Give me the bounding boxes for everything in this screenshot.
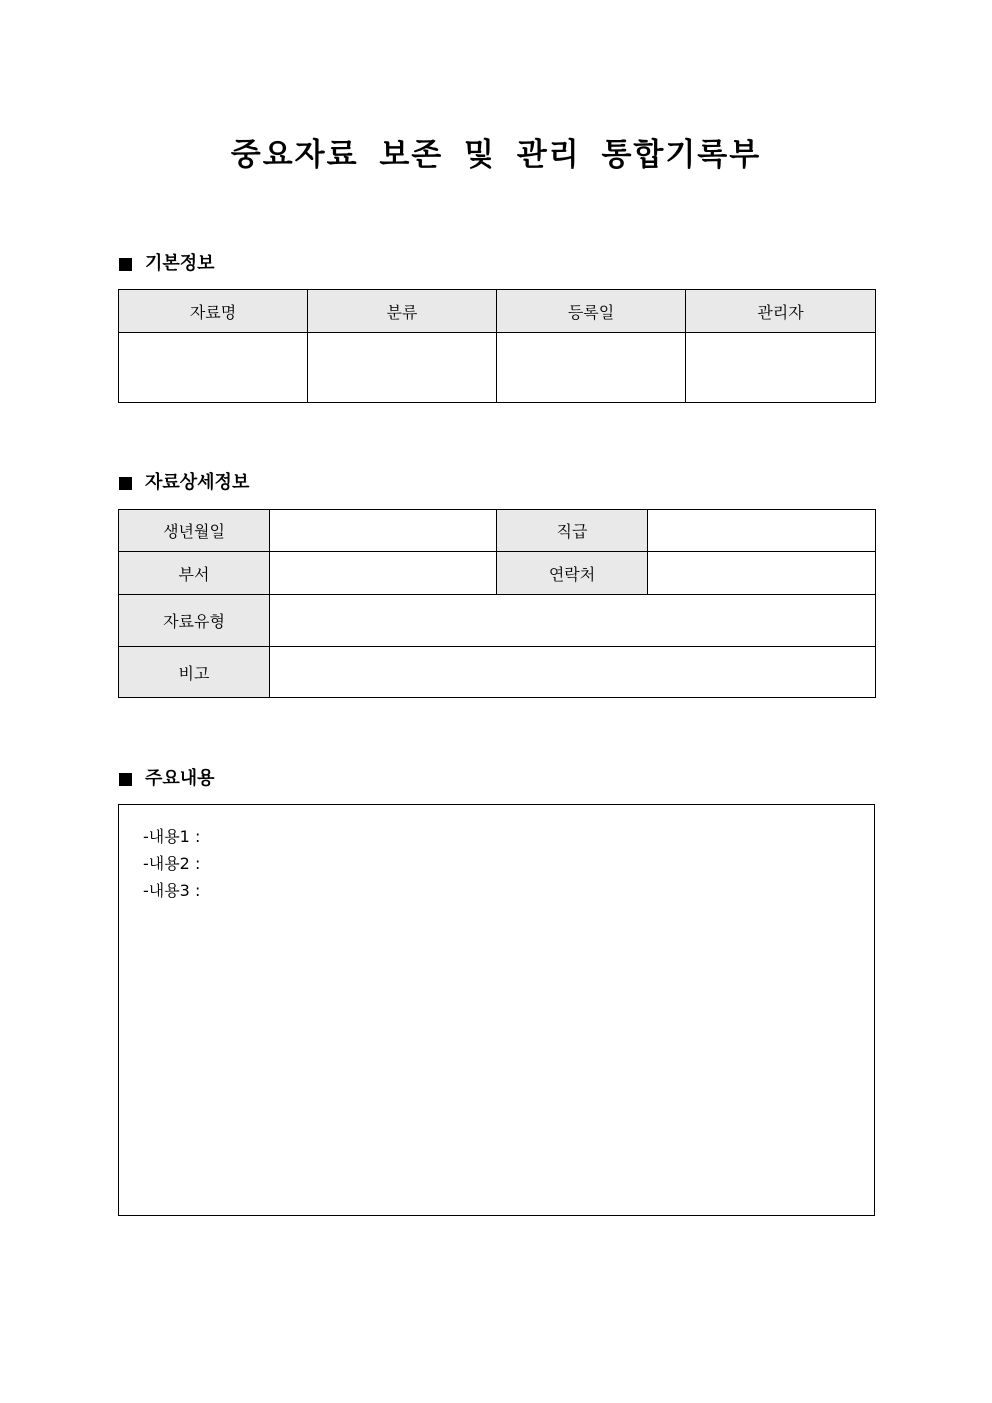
value-cell-manager[interactable] [686,333,876,403]
header-cell-name: 자료명 [119,290,308,333]
square-bullet-icon [119,477,132,490]
header-cell-reg-date: 등록일 [497,290,686,333]
dept-label: 부서 [119,552,270,595]
value-cell-name[interactable] [119,333,308,403]
detail-row-birth [119,510,876,552]
main-content-heading-label: 주요내용 [145,768,215,789]
dept-value[interactable] [270,552,497,595]
type-label: 자료유형 [119,595,270,647]
type-value[interactable] [270,595,876,647]
basic-info-table [118,289,876,403]
main-content-box[interactable] [118,804,875,1216]
birth-label: 생년월일 [119,510,270,552]
detail-row-note [119,647,876,698]
header-cell-category: 분류 [308,290,497,333]
main-content-lines [143,823,200,904]
contact-label: 연락처 [497,552,648,595]
birth-value[interactable] [270,510,497,552]
square-bullet-icon [119,773,132,786]
basic-info-heading [119,251,215,277]
detail-row-dept [119,552,876,595]
basic-info-header-row [119,290,876,333]
value-cell-reg-date[interactable] [497,333,686,403]
detail-info-heading-label: 자료상세정보 [145,472,250,493]
position-label: 직급 [497,510,648,552]
detail-info-heading [119,470,249,496]
content-line-1: -내용1 : [143,827,201,846]
content-line-3: -내용3 : [143,881,201,900]
header-cell-manager: 관리자 [686,290,876,333]
note-value[interactable] [270,647,876,698]
value-cell-category[interactable] [308,333,497,403]
page-title: 중요자료 보존 및 관리 통합기록부 [230,137,762,173]
detail-row-type [119,595,876,647]
square-bullet-icon [119,258,132,271]
main-content-heading [119,766,215,792]
basic-info-value-row [119,333,876,403]
detail-info-table [118,509,876,698]
basic-info-heading-label: 기본정보 [145,253,215,274]
content-line-2: -내용2 : [143,854,201,873]
contact-value[interactable] [648,552,876,595]
position-value[interactable] [648,510,876,552]
note-label: 비고 [119,647,270,698]
